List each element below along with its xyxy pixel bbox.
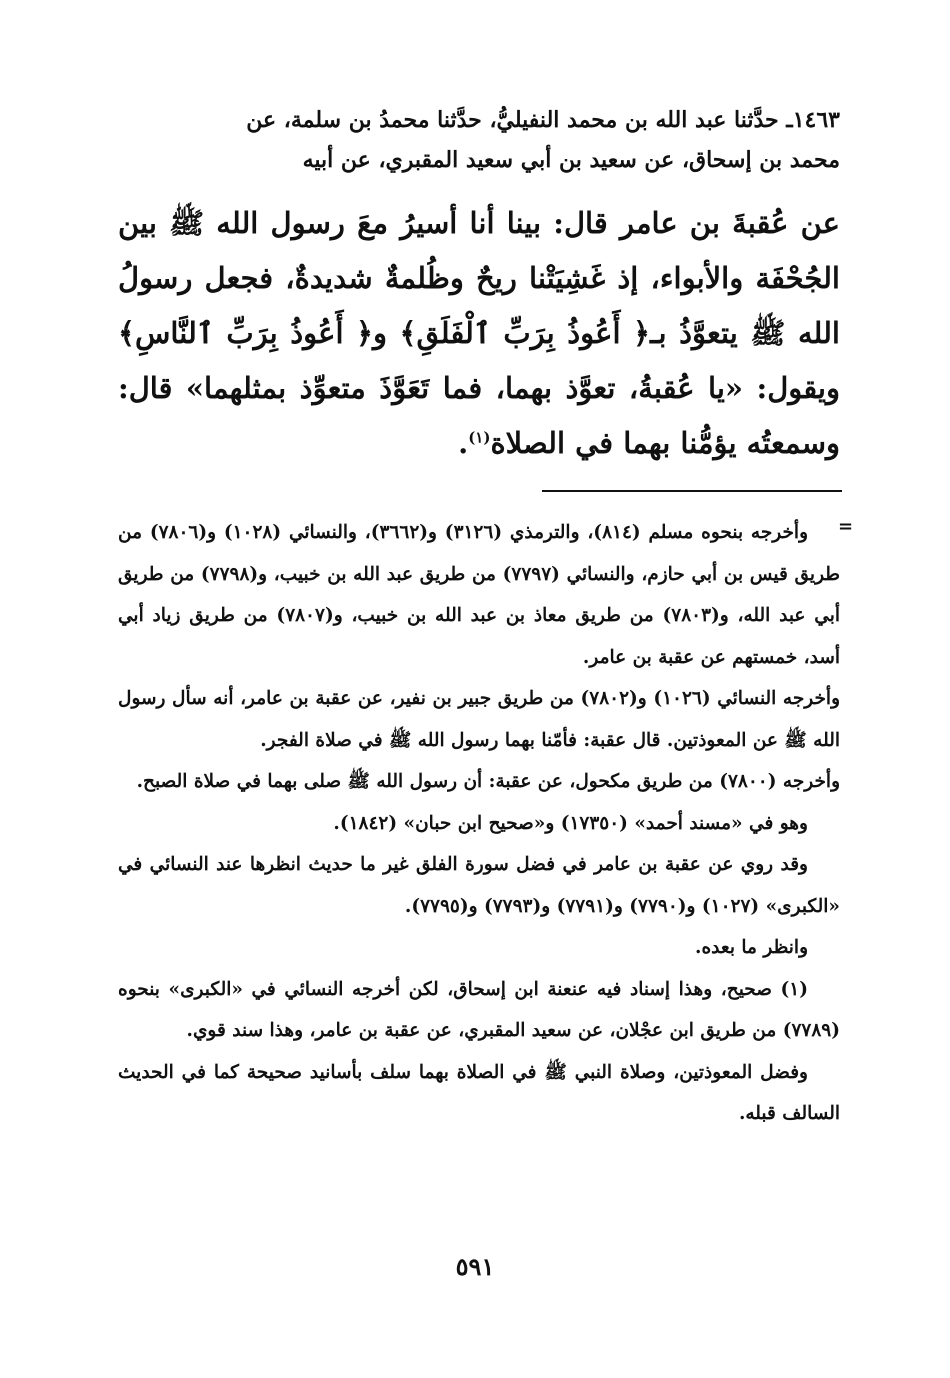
footnote-paragraph: وهو في «مسند أحمد» (١٧٣٥٠) و«صحيح ابن حبان» (١٨٤٢). (333, 812, 808, 834)
page-number: ٥٩١ (455, 1252, 495, 1281)
footnote-paragraph: (١) صحيح، وهذا إسناد فيه عنعنة ابن إسحاق، لكن أخرجه النسائي في «الكبرى» بنحوه (٧٧٨٩) من طريق ابن عجْلان، عن سعيد المقبري، عن عقبة بن عامر، وهذا سند قوي. (118, 978, 840, 1041)
hadith-matn (118, 196, 840, 471)
continuation-mark: = (838, 516, 854, 537)
footnote-paragraph: وقد روي عن عقبة بن عامر في فضل سورة الفلق غير ما حديث انظرها عند النسائي في «الكبرى» (١٠٢٧) و(٧٧٩٠) و(٧٧٩١) و(٧٧٩٣) و(٧٧٩٥). (118, 854, 840, 917)
footnote-paragraph: وأخرجه النسائي (١٠٢٦) و(٧٨٠٢) من طريق جبير بن نفير، عن عقبة بن عامر، أنه سأل رسول الله ﷺ عن المعوذتين. قال عقبة: فأمّنا بهما رسول الله ﷺ في صلاة الفجر. (118, 688, 840, 751)
hadith-isnad (118, 100, 840, 180)
matn-end: . (458, 426, 469, 460)
isnad-line-1: ١٤٦٣ـ حدَّثنا عبد الله بن محمد النفيليُّ، حدَّثنا محمدُ بن سلمة، عن (246, 107, 840, 133)
footnote-reference[interactable]: (١) (468, 428, 491, 447)
footnote-paragraph: وأخرجه بنحوه مسلم (٨١٤)، والترمذي (٣١٢٦) و(٣٦٦٢)، والنسائي (١٠٢٨) و(٧٨٠٦) من طريق قيس بن أبي حازم، والنسائي (٧٧٩٧) من طريق عبد الله بن خبيب، و(٧٧٩٨) من طريق أبي عبد الله، و(٧٨٠٣) من طريق معاذ بن عبد الله بن خبيب، و(٧٨٠٧) من طريق زياد أبي أسد، خمستهم عن عقبة بن عامر. (118, 522, 841, 668)
matn-paragraph (118, 196, 840, 471)
footnote-paragraph: وأخرجه (٧٨٠٠) من طريق مكحول، عن عقبة: أن رسول الله ﷺ صلى بهما في صلاة الصبح. (136, 771, 840, 792)
isnad-line-2: محمد بن إسحاق، عن سعيد بن أبي سعيد المقبري، عن أبيه (302, 147, 840, 173)
matn-text: عن عُقبةَ بن عامر قال: بينا أنا أسيرُ معَ رسول الله ﷺ بين الجُحْفَة والأبواء، إذ غَشِيَتْنا ريحٌ وظُلمةٌ شديدةٌ، فجعل رسولُ الله ﷺ يتعوَّذُ بـ﴿ أَعُوذُ بِرَبِّ ٱلْفَلَقِ﴾ و﴿ أَعُوذُ بِرَبِّ ٱلنَّاسِ﴾ ويقول: «يا عُقبةُ، تعوَّذ بهما، فما تَعَوَّذَ متعوِّذ بمثلهما» قال: وسمعتُه يؤمُّنا بهما في الصلاة (118, 206, 840, 460)
footnote-divider (542, 490, 842, 492)
main-text (118, 100, 840, 471)
footnote-paragraph: وفضل المعوذتين، وصلاة النبي ﷺ في الصلاة بهما سلف بأسانيد صحيحة كما في الحديث السالف قبله. (118, 1061, 840, 1124)
footnotes (118, 512, 840, 1135)
footnote-paragraph: وانظر ما بعده. (695, 937, 808, 958)
